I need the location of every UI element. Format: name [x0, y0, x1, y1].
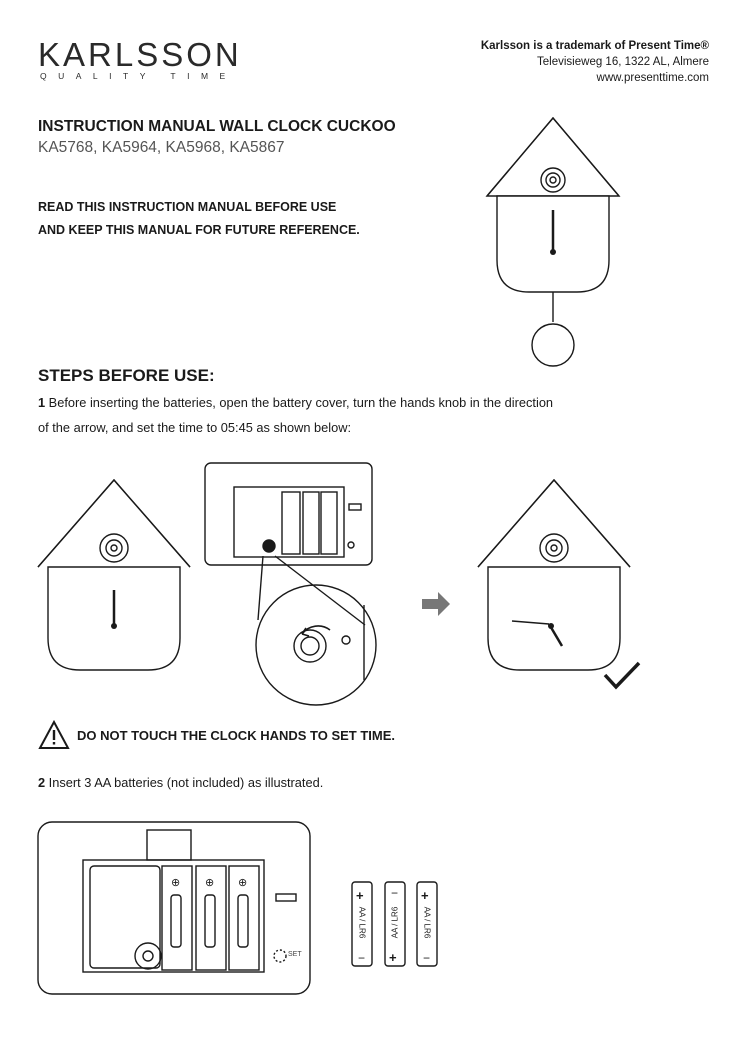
- minus-sign: −: [423, 951, 431, 965]
- step2-number: 2: [38, 775, 46, 790]
- page-title: INSTRUCTION MANUAL WALL CLOCK CUCKOO: [38, 118, 396, 135]
- plus-sign: +: [356, 888, 364, 903]
- brand-tagline: QUALITY TIME: [40, 71, 237, 81]
- read-notice: [38, 196, 360, 242]
- read-notice-line2: AND KEEP THIS MANUAL FOR FUTURE REFERENCE.: [38, 223, 360, 237]
- minus-sign: −: [391, 886, 399, 900]
- step1-body: Before inserting the batteries, open the battery cover, turn the hands knob in the direction of the arrow, and set the time to 05:45 as shown below:: [38, 395, 554, 435]
- checkmark-icon: [603, 661, 641, 691]
- trademark-block: [481, 38, 709, 86]
- battery-label-3: AA / LR6: [422, 906, 432, 939]
- trademark-line: Karlsson is a trademark of Present Time®: [480, 40, 709, 52]
- read-notice-line1: READ THIS INSTRUCTION MANUAL BEFORE USE: [38, 200, 337, 214]
- set-label: SET: [288, 951, 302, 958]
- warning-text: DO NOT TOUCH THE CLOCK HANDS TO SET TIME.: [77, 728, 396, 743]
- rotate-arrow-icon: [300, 630, 301, 631]
- steps-heading: STEPS BEFORE USE:: [38, 366, 215, 385]
- arrow-right-icon: [422, 592, 452, 616]
- step1-number: 1: [38, 395, 46, 410]
- plus-sign: ⊕: [238, 877, 248, 889]
- address-line: Televisieweg 16, 1322 AL, Almere: [537, 56, 709, 68]
- plus-sign: +: [421, 888, 429, 903]
- step1-text: [38, 390, 558, 440]
- step2-body: Insert 3 AA batteries (not included) as illustrated.: [45, 775, 324, 790]
- step2-text: [38, 775, 323, 790]
- plus-sign: ⊕: [171, 877, 181, 889]
- website-line: www.presenttime.com: [596, 72, 709, 84]
- plus-sign: ⊕: [205, 877, 215, 889]
- battery-label-1: AA / LR6: [357, 906, 367, 939]
- battery-label-2: AA / LR6: [390, 906, 400, 939]
- model-numbers: KA5768, KA5964, KA5968, KA5867: [38, 139, 285, 156]
- warning-icon: [38, 720, 70, 750]
- plus-sign: +: [389, 950, 397, 965]
- brand-logo: KARLSSON: [38, 36, 242, 73]
- minus-sign: −: [358, 951, 366, 965]
